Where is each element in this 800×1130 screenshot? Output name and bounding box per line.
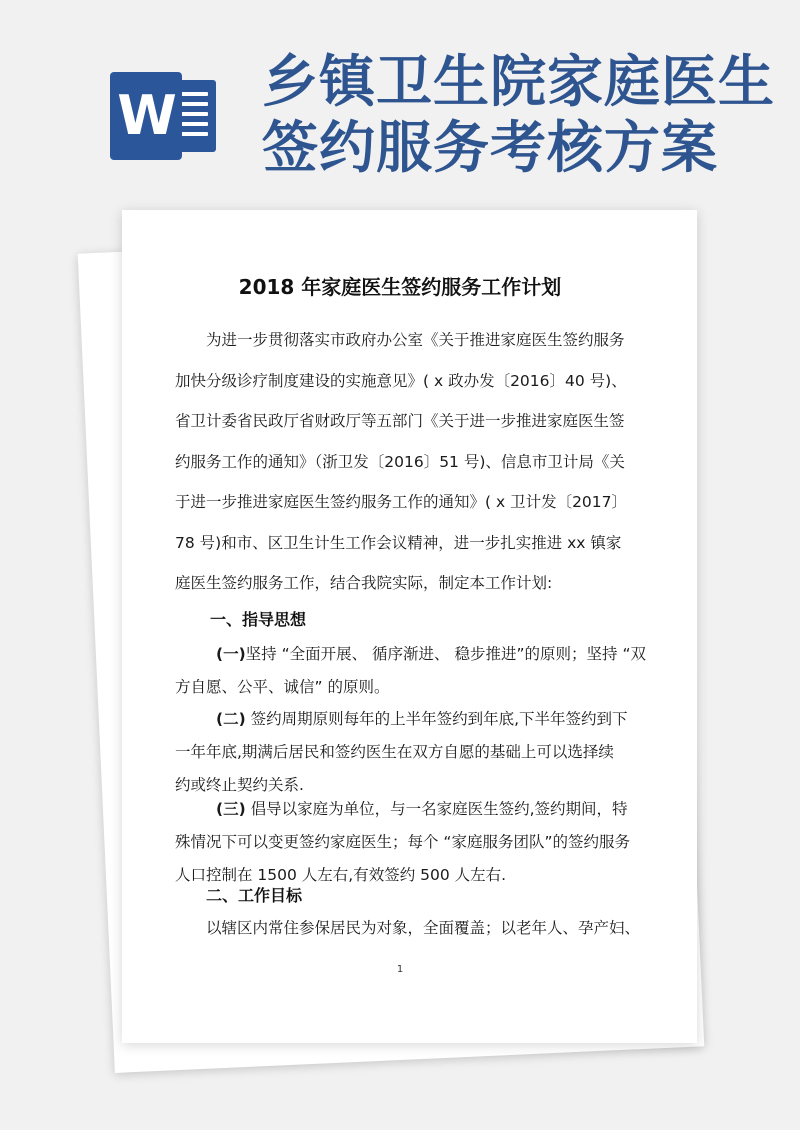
item-text: 殊情况下可以变更签约家庭医生；每个 “家庭服务团队”的签约服务 (175, 833, 630, 851)
section-heading-guiding-ideology: 一、指导思想 (210, 610, 307, 629)
word-icon-letter: W (110, 72, 182, 160)
list-item-two (175, 703, 650, 802)
item-text: 倡导以家庭为单位，与一名家庭医生签约,签约期间，特 (245, 800, 628, 818)
item-text: 人口控制在 1500 人左右,有效签约 500 人左右. (175, 866, 507, 884)
intro-line: 为进一步贯彻落实市政府办公室《关于推进家庭医生签约服务 (206, 331, 625, 349)
intro-paragraph (175, 320, 650, 604)
item-text: 方自愿、公平、诚信” 的原则。 (175, 678, 390, 696)
item-text: 一年年底,期满后居民和签约医生在双方自愿的基础上可以选择续 (175, 743, 614, 761)
word-document-icon (110, 72, 216, 160)
section2-paragraph (175, 912, 650, 945)
intro-line: 省卫计委省民政厅省财政厅等五部门《关于进一步推进家庭医生签 (175, 412, 625, 430)
item-number: (二) (216, 710, 246, 728)
document-title: 2018 年家庭医生签约服务工作计划 (238, 275, 562, 299)
intro-line: 约服务工作的通知》（浙卫发〔2016〕51 号)、信息市卫计局《关 (175, 452, 625, 471)
item-text: 坚持 “全面开展、 循序渐进、 稳步推进”的原则；坚持 “双 (245, 645, 646, 663)
section2-line: 以辖区内常住参保居民为对象，全面覆盖；以老年人、孕产妇、 (206, 919, 641, 937)
section-heading-work-goals: 二、工作目标 (206, 886, 303, 905)
intro-line: 加快分级诊疗制度建设的实施意见》( x 政办发〔2016〕40 号)、 (175, 371, 627, 390)
intro-line: 于进一步推进家庭医生签约服务工作的通知》( x 卫计发〔2017〕 (175, 493, 628, 511)
item-number: (一) (216, 645, 246, 663)
item-number: (三) (216, 800, 246, 818)
list-item-three (175, 793, 650, 892)
list-item-one (175, 638, 650, 704)
item-text: 约或终止契约关系. (175, 776, 304, 794)
item-text: 签约周期原则每年的上半年签约到年底,下半年签约到下 (245, 710, 628, 728)
page-number: 1 (396, 964, 404, 975)
page-title: 乡镇卫生院家庭医生签约服务考核方案 (262, 50, 775, 181)
intro-line: 78 号)和市、区卫生计生工作会议精神，进一步扎实推进 xx 镇家 (175, 533, 622, 552)
intro-line: 庭医生签约服务工作，结合我院实际，制定本工作计划: (175, 574, 553, 592)
